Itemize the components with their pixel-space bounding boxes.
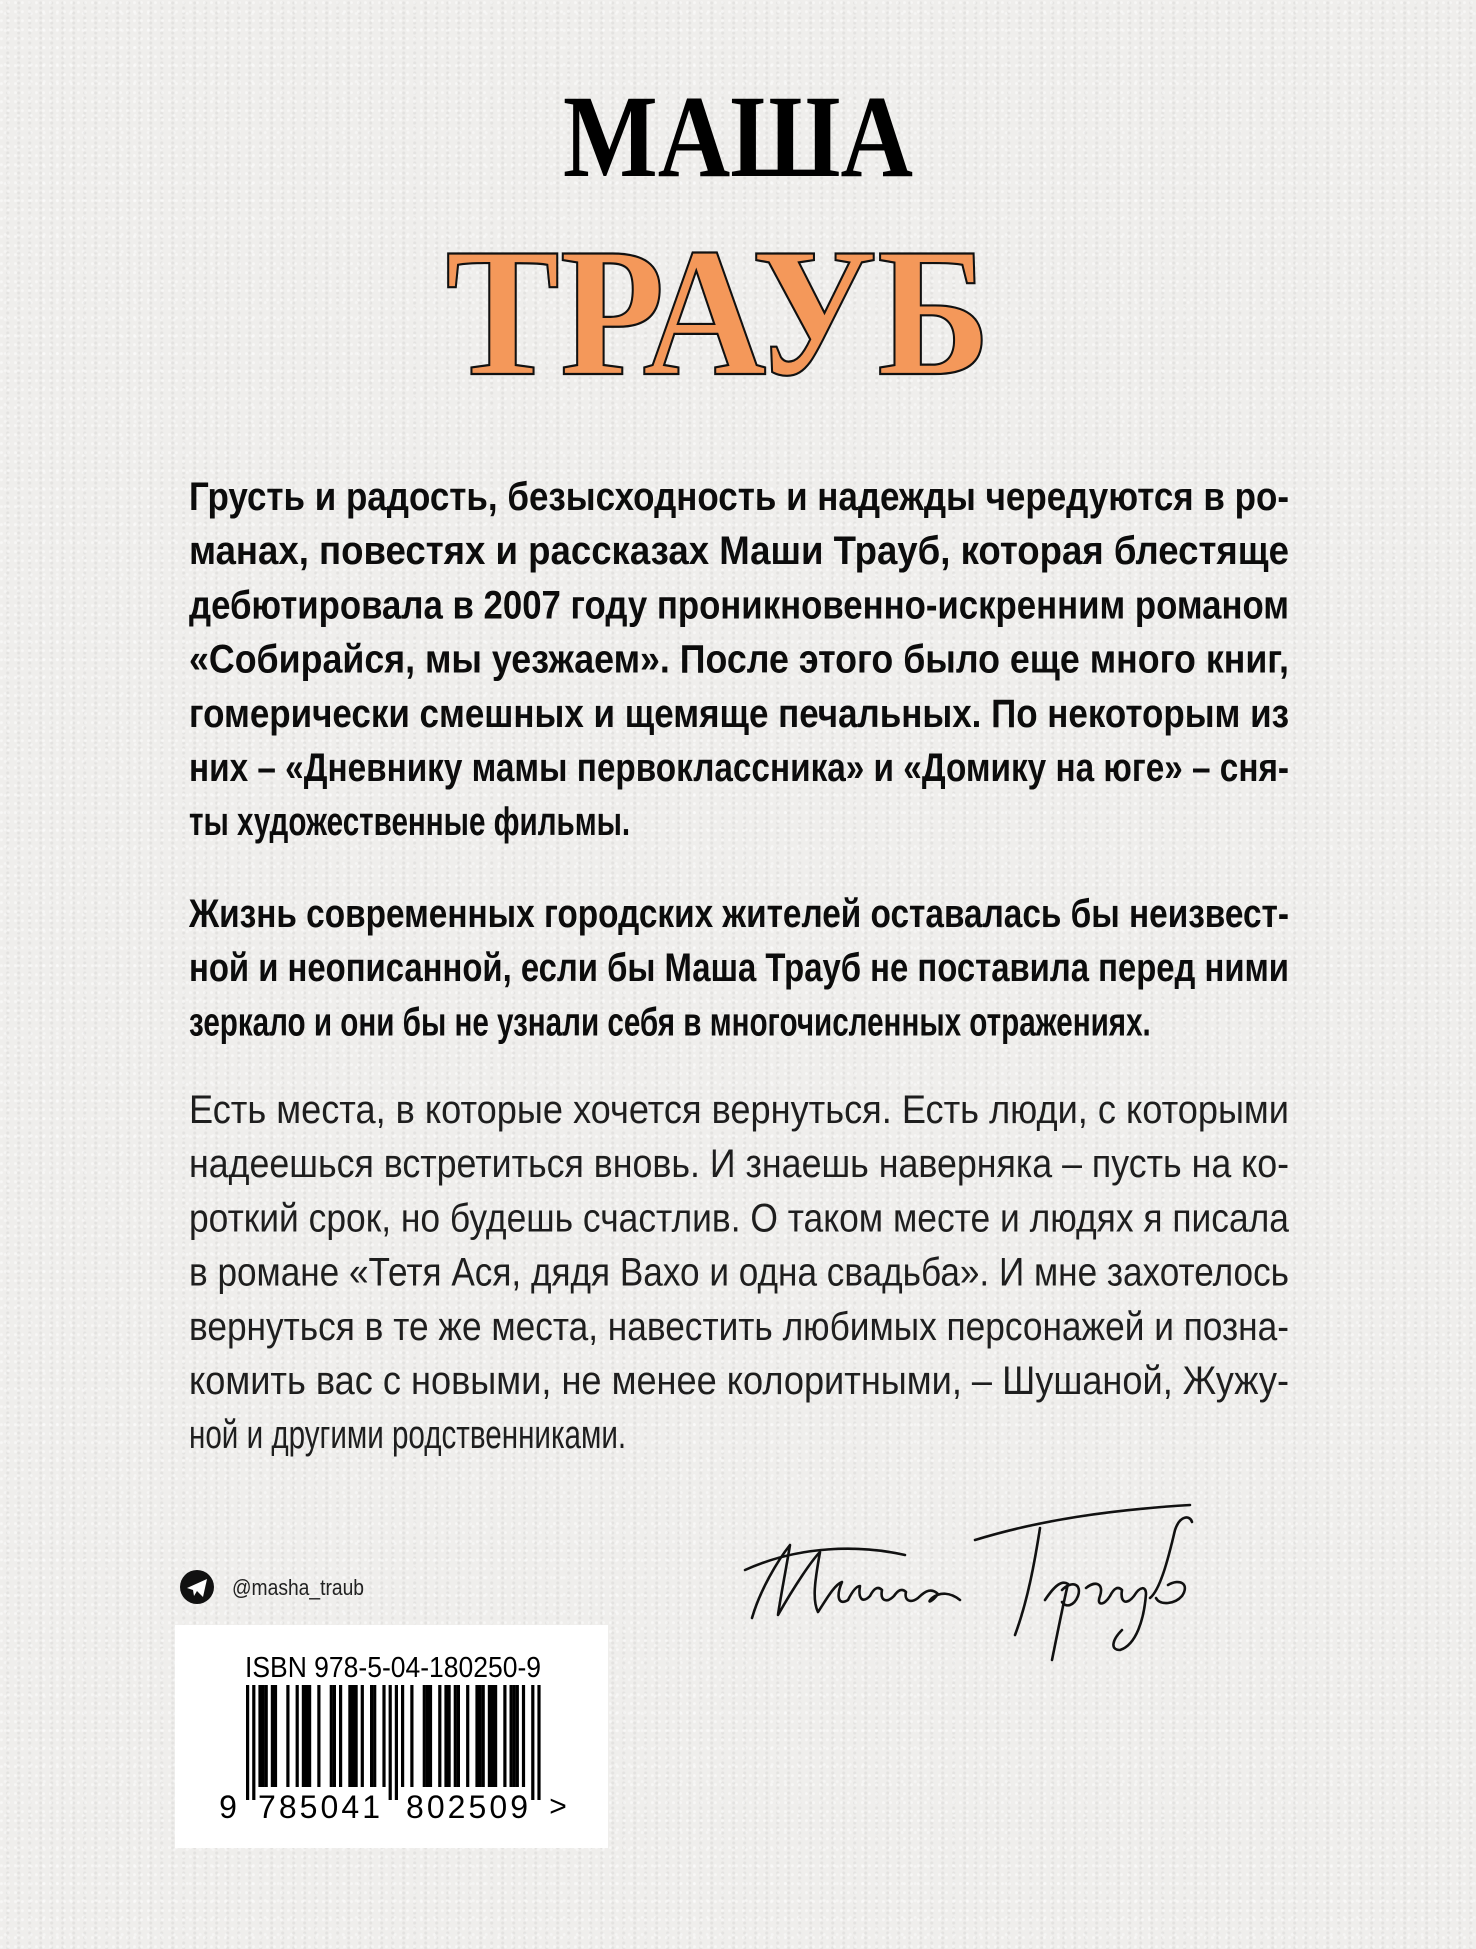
barcode-bar	[370, 1685, 373, 1787]
barcode-bar	[423, 1685, 426, 1787]
blurb-line: дебютировала в 2007 году проникновенно-искренним романом	[189, 583, 1289, 628]
barcode-bar	[429, 1685, 432, 1787]
barcode-bar	[475, 1685, 478, 1787]
blurb-line: гомерически смешных и щемяще печальных. По некоторым из	[189, 691, 1289, 736]
barcode-bar	[454, 1685, 457, 1787]
author-last-name: ТРАУБ	[445, 210, 991, 414]
barcode-bar	[373, 1685, 376, 1787]
barcode-bar	[426, 1685, 429, 1787]
barcode-right-digits: 802509	[406, 1789, 528, 1825]
blurb-line: ной и другими родственниками.	[189, 1413, 627, 1458]
barcode-bar	[531, 1685, 534, 1800]
barcode-bar	[438, 1685, 441, 1787]
blurb-line: вернуться в те же места, навестить любимых персонажей и позна-	[189, 1304, 1289, 1349]
barcode-quiet-mark: >	[549, 1790, 567, 1823]
blurb-line: Жизнь современных городских жителей оставалась бы неизвест-	[188, 892, 1289, 936]
blurb-line: манах, повестях и рассказах Маши Трауб, которая блестяще	[189, 529, 1289, 574]
barcode-left-digits: 785041	[258, 1789, 380, 1825]
barcode-bar	[516, 1685, 519, 1787]
barcode-first-digit: 9	[219, 1789, 237, 1825]
barcode-bar	[317, 1685, 320, 1787]
barcode-bar	[246, 1685, 249, 1800]
isbn-barcode-box	[175, 1625, 608, 1848]
barcode-bar	[466, 1685, 469, 1787]
barcode-bar	[265, 1685, 268, 1787]
barcode-bar	[389, 1685, 392, 1800]
barcode-bar	[510, 1685, 513, 1787]
signature-icon	[745, 1505, 1192, 1660]
blurb-line: роткий срок, но будешь счастлив. О таком месте и людях я писала	[189, 1196, 1290, 1241]
blurb-line: ты художественные фильмы.	[189, 800, 631, 845]
barcode-bar	[330, 1685, 333, 1787]
barcode-bar	[444, 1685, 447, 1787]
barcode-bar	[513, 1685, 516, 1787]
barcode-bar	[537, 1685, 540, 1800]
barcode-bar	[308, 1685, 311, 1787]
blurb-line: Грусть и радость, безысходность и надежды чередуются в ро-	[189, 475, 1289, 519]
blurb	[188, 475, 1289, 1457]
barcode-bar	[348, 1685, 351, 1787]
barcode-bar	[262, 1685, 265, 1787]
barcode-bar	[457, 1685, 460, 1787]
barcode-bar	[479, 1685, 482, 1787]
barcode-bar	[258, 1685, 261, 1787]
barcode-bar	[274, 1685, 277, 1787]
blurb-line: Есть места, в которые хочется вернуться. Есть люди, с которыми	[189, 1088, 1289, 1132]
barcode-bar	[296, 1685, 299, 1787]
blurb-line: надеешься встретиться вновь. И знаешь наверняка – пусть на ко-	[189, 1142, 1289, 1187]
barcode-bar	[361, 1685, 364, 1787]
blurb-line: комить вас с новыми, не менее колоритными, – Шушаной, Жужу-	[189, 1359, 1289, 1403]
barcode-bar	[302, 1685, 305, 1787]
barcode-bar	[522, 1685, 525, 1787]
barcode-bar	[305, 1685, 308, 1787]
barcode-bar	[482, 1685, 485, 1787]
blurb-line: зеркало и они бы не узнали себя в многочисленных отражениях.	[189, 1000, 1151, 1045]
barcode-bar	[382, 1685, 385, 1787]
blurb-line: «Собирайся, мы уезжаем». После этого было еще много книг,	[189, 637, 1289, 682]
barcode-bar	[410, 1685, 413, 1787]
telegram-link[interactable]	[180, 1570, 364, 1604]
blurb-line: них – «Дневнику мамы первоклассника» и «Домику на юге» – сня-	[189, 746, 1289, 790]
barcode-bar	[488, 1685, 491, 1787]
barcode-bar	[271, 1685, 274, 1787]
barcode-bar	[333, 1685, 336, 1787]
blurb-line: ной и неописанной, если бы Маша Трауб не поставила перед ними	[189, 946, 1289, 991]
isbn-label: ISBN 978-5-04-180250-9	[245, 1652, 541, 1684]
barcode-bar	[448, 1685, 451, 1787]
barcode-bar	[494, 1685, 497, 1787]
barcode-bar	[252, 1685, 255, 1800]
telegram-handle[interactable]: @masha_traub	[232, 1575, 364, 1600]
barcode-bar	[395, 1685, 398, 1800]
blurb-line: в романе «Тетя Ася, дядя Вахо и одна свадьба». И мне захотелось	[189, 1250, 1289, 1295]
barcode-bar	[355, 1685, 358, 1787]
author-first-name: МАША	[563, 71, 913, 202]
barcode-bar	[286, 1685, 289, 1787]
barcode-bar	[351, 1685, 354, 1787]
barcode-bar	[401, 1685, 404, 1787]
barcode-bar	[491, 1685, 494, 1787]
barcode-bar	[339, 1685, 342, 1787]
barcode-bar	[503, 1685, 506, 1787]
